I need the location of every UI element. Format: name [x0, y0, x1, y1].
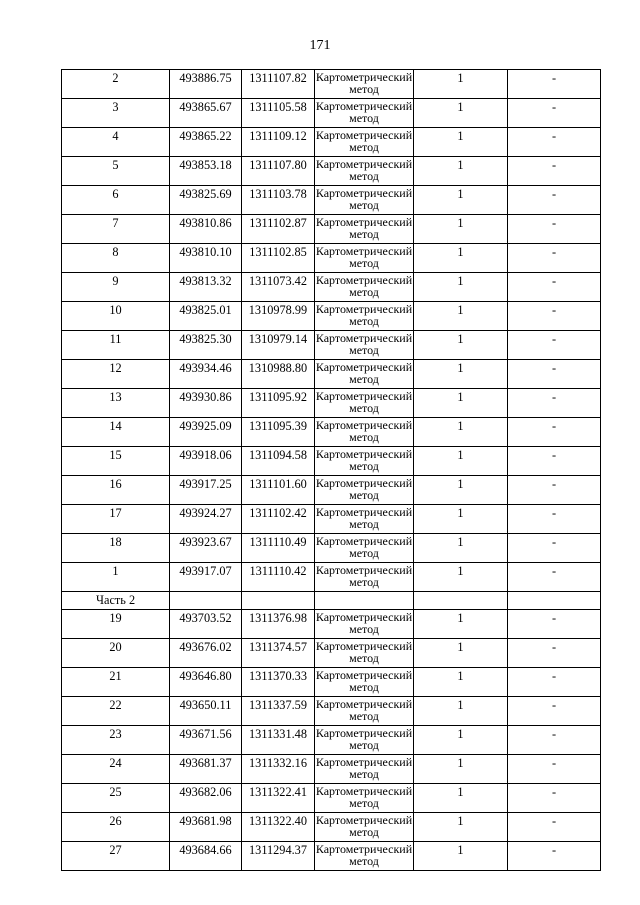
method-cell: Картометрический метод: [315, 186, 414, 215]
method-cell: Картометрический метод: [315, 726, 414, 755]
point-number-cell: 23: [62, 726, 170, 755]
point-number-cell: 21: [62, 668, 170, 697]
table-row: [62, 418, 601, 447]
empty-cell: [508, 592, 601, 610]
x-coordinate-cell: 493684.66: [170, 842, 242, 871]
method-cell: Картометрический метод: [315, 244, 414, 273]
method-cell: Картометрический метод: [315, 813, 414, 842]
description-cell: -: [508, 360, 601, 389]
table-row: [62, 755, 601, 784]
precision-cell: 1: [414, 668, 508, 697]
y-coordinate-cell: 1311073.42: [242, 273, 315, 302]
point-number-cell: 25: [62, 784, 170, 813]
method-cell: Картометрический метод: [315, 273, 414, 302]
table-row: [62, 697, 601, 726]
precision-cell: 1: [414, 186, 508, 215]
x-coordinate-cell: 493813.32: [170, 273, 242, 302]
method-cell: Картометрический метод: [315, 755, 414, 784]
description-cell: -: [508, 99, 601, 128]
description-cell: -: [508, 505, 601, 534]
empty-cell: [414, 592, 508, 610]
y-coordinate-cell: 1311110.42: [242, 563, 315, 592]
precision-cell: 1: [414, 302, 508, 331]
y-coordinate-cell: 1311101.60: [242, 476, 315, 505]
method-cell: Картометрический метод: [315, 784, 414, 813]
y-coordinate-cell: 1311322.40: [242, 813, 315, 842]
point-number-cell: 3: [62, 99, 170, 128]
empty-cell: [242, 592, 315, 610]
y-coordinate-cell: 1311374.57: [242, 639, 315, 668]
table-row: [62, 302, 601, 331]
coordinates-table: [61, 69, 601, 871]
y-coordinate-cell: 1311102.85: [242, 244, 315, 273]
x-coordinate-cell: 493671.56: [170, 726, 242, 755]
table-row: [62, 215, 601, 244]
description-cell: -: [508, 563, 601, 592]
point-number-cell: 26: [62, 813, 170, 842]
description-cell: -: [508, 639, 601, 668]
point-number-cell: 5: [62, 157, 170, 186]
precision-cell: 1: [414, 157, 508, 186]
precision-cell: 1: [414, 784, 508, 813]
precision-cell: 1: [414, 215, 508, 244]
table-row: [62, 128, 601, 157]
description-cell: -: [508, 476, 601, 505]
x-coordinate-cell: 493934.46: [170, 360, 242, 389]
precision-cell: 1: [414, 128, 508, 157]
precision-cell: 1: [414, 534, 508, 563]
precision-cell: 1: [414, 813, 508, 842]
precision-cell: 1: [414, 505, 508, 534]
description-cell: -: [508, 697, 601, 726]
y-coordinate-cell: 1311107.80: [242, 157, 315, 186]
description-cell: -: [508, 813, 601, 842]
point-number-cell: 6: [62, 186, 170, 215]
table-row: [62, 476, 601, 505]
description-cell: -: [508, 215, 601, 244]
point-number-cell: 27: [62, 842, 170, 871]
point-number-cell: 14: [62, 418, 170, 447]
method-cell: Картометрический метод: [315, 668, 414, 697]
y-coordinate-cell: 1311110.49: [242, 534, 315, 563]
precision-cell: 1: [414, 726, 508, 755]
y-coordinate-cell: 1311294.37: [242, 842, 315, 871]
description-cell: -: [508, 273, 601, 302]
y-coordinate-cell: 1311370.33: [242, 668, 315, 697]
y-coordinate-cell: 1311109.12: [242, 128, 315, 157]
x-coordinate-cell: 493825.30: [170, 331, 242, 360]
table-row: [62, 813, 601, 842]
description-cell: -: [508, 755, 601, 784]
precision-cell: 1: [414, 360, 508, 389]
precision-cell: 1: [414, 755, 508, 784]
x-coordinate-cell: 493917.25: [170, 476, 242, 505]
table-row: [62, 668, 601, 697]
table-row: [62, 784, 601, 813]
y-coordinate-cell: 1310988.80: [242, 360, 315, 389]
x-coordinate-cell: 493925.09: [170, 418, 242, 447]
method-cell: Картометрический метод: [315, 128, 414, 157]
precision-cell: 1: [414, 476, 508, 505]
method-cell: Картометрический метод: [315, 215, 414, 244]
point-number-cell: 22: [62, 697, 170, 726]
x-coordinate-cell: 493918.06: [170, 447, 242, 476]
method-cell: Картометрический метод: [315, 563, 414, 592]
method-cell: Картометрический метод: [315, 447, 414, 476]
point-number-cell: 10: [62, 302, 170, 331]
table-row: [62, 726, 601, 755]
point-number-cell: 19: [62, 610, 170, 639]
description-cell: -: [508, 418, 601, 447]
method-cell: Картометрический метод: [315, 331, 414, 360]
table-row: [62, 331, 601, 360]
precision-cell: 1: [414, 639, 508, 668]
precision-cell: 1: [414, 842, 508, 871]
description-cell: -: [508, 610, 601, 639]
table-row: [62, 70, 601, 99]
x-coordinate-cell: 493810.86: [170, 215, 242, 244]
description-cell: -: [508, 70, 601, 99]
method-cell: Картометрический метод: [315, 302, 414, 331]
description-cell: -: [508, 447, 601, 476]
point-number-cell: 13: [62, 389, 170, 418]
description-cell: -: [508, 389, 601, 418]
description-cell: -: [508, 842, 601, 871]
x-coordinate-cell: 493930.86: [170, 389, 242, 418]
x-coordinate-cell: 493681.98: [170, 813, 242, 842]
method-cell: Картометрический метод: [315, 534, 414, 563]
y-coordinate-cell: 1311094.58: [242, 447, 315, 476]
description-cell: -: [508, 186, 601, 215]
y-coordinate-cell: 1311107.82: [242, 70, 315, 99]
precision-cell: 1: [414, 563, 508, 592]
description-cell: -: [508, 128, 601, 157]
empty-cell: [315, 592, 414, 610]
method-cell: Картометрический метод: [315, 476, 414, 505]
y-coordinate-cell: 1311322.41: [242, 784, 315, 813]
method-cell: Картометрический метод: [315, 70, 414, 99]
table-row: [62, 360, 601, 389]
table-row: [62, 244, 601, 273]
x-coordinate-cell: 493825.01: [170, 302, 242, 331]
y-coordinate-cell: 1311376.98: [242, 610, 315, 639]
precision-cell: 1: [414, 331, 508, 360]
description-cell: -: [508, 534, 601, 563]
method-cell: Картометрический метод: [315, 418, 414, 447]
x-coordinate-cell: 493676.02: [170, 639, 242, 668]
point-number-cell: 12: [62, 360, 170, 389]
x-coordinate-cell: 493703.52: [170, 610, 242, 639]
description-cell: -: [508, 157, 601, 186]
section-row: [62, 592, 601, 610]
coordinates-table-body: [62, 70, 601, 871]
table-row: [62, 447, 601, 476]
method-cell: Картометрический метод: [315, 639, 414, 668]
point-number-cell: 20: [62, 639, 170, 668]
table-row: [62, 157, 601, 186]
x-coordinate-cell: 493682.06: [170, 784, 242, 813]
method-cell: Картометрический метод: [315, 99, 414, 128]
table-row: [62, 563, 601, 592]
precision-cell: 1: [414, 610, 508, 639]
point-number-cell: 17: [62, 505, 170, 534]
description-cell: -: [508, 302, 601, 331]
y-coordinate-cell: 1311105.58: [242, 99, 315, 128]
point-number-cell: 2: [62, 70, 170, 99]
y-coordinate-cell: 1311332.16: [242, 755, 315, 784]
x-coordinate-cell: 493650.11: [170, 697, 242, 726]
description-cell: -: [508, 726, 601, 755]
method-cell: Картометрический метод: [315, 842, 414, 871]
table-row: [62, 99, 601, 128]
method-cell: Картометрический метод: [315, 360, 414, 389]
method-cell: Картометрический метод: [315, 389, 414, 418]
y-coordinate-cell: 1311331.48: [242, 726, 315, 755]
point-number-cell: 9: [62, 273, 170, 302]
description-cell: -: [508, 784, 601, 813]
point-number-cell: 11: [62, 331, 170, 360]
precision-cell: 1: [414, 70, 508, 99]
x-coordinate-cell: 493646.80: [170, 668, 242, 697]
description-cell: -: [508, 668, 601, 697]
x-coordinate-cell: 493923.67: [170, 534, 242, 563]
precision-cell: 1: [414, 389, 508, 418]
description-cell: -: [508, 331, 601, 360]
table-row: [62, 842, 601, 871]
table-row: [62, 534, 601, 563]
precision-cell: 1: [414, 244, 508, 273]
point-number-cell: 15: [62, 447, 170, 476]
x-coordinate-cell: 493810.10: [170, 244, 242, 273]
precision-cell: 1: [414, 99, 508, 128]
x-coordinate-cell: 493865.67: [170, 99, 242, 128]
precision-cell: 1: [414, 447, 508, 476]
precision-cell: 1: [414, 418, 508, 447]
precision-cell: 1: [414, 697, 508, 726]
y-coordinate-cell: 1311102.42: [242, 505, 315, 534]
method-cell: Картометрический метод: [315, 157, 414, 186]
method-cell: Картометрический метод: [315, 505, 414, 534]
y-coordinate-cell: 1310979.14: [242, 331, 315, 360]
x-coordinate-cell: 493825.69: [170, 186, 242, 215]
point-number-cell: 16: [62, 476, 170, 505]
point-number-cell: 7: [62, 215, 170, 244]
table-row: [62, 505, 601, 534]
table-row: [62, 273, 601, 302]
y-coordinate-cell: 1311103.78: [242, 186, 315, 215]
y-coordinate-cell: 1311337.59: [242, 697, 315, 726]
table-row: [62, 186, 601, 215]
y-coordinate-cell: 1311095.39: [242, 418, 315, 447]
point-number-cell: 4: [62, 128, 170, 157]
x-coordinate-cell: 493917.07: [170, 563, 242, 592]
y-coordinate-cell: 1311102.87: [242, 215, 315, 244]
method-cell: Картометрический метод: [315, 697, 414, 726]
x-coordinate-cell: 493865.22: [170, 128, 242, 157]
point-number-cell: 24: [62, 755, 170, 784]
page-number: 171: [309, 38, 331, 53]
point-number-cell: 8: [62, 244, 170, 273]
table-row: [62, 639, 601, 668]
precision-cell: 1: [414, 273, 508, 302]
y-coordinate-cell: 1310978.99: [242, 302, 315, 331]
table-row: [62, 389, 601, 418]
x-coordinate-cell: 493924.27: [170, 505, 242, 534]
point-number-cell: 18: [62, 534, 170, 563]
x-coordinate-cell: 493886.75: [170, 70, 242, 99]
description-cell: -: [508, 244, 601, 273]
section-label-cell: Часть 2: [62, 592, 170, 610]
table-row: [62, 610, 601, 639]
y-coordinate-cell: 1311095.92: [242, 389, 315, 418]
empty-cell: [170, 592, 242, 610]
method-cell: Картометрический метод: [315, 610, 414, 639]
x-coordinate-cell: 493681.37: [170, 755, 242, 784]
point-number-cell: 1: [62, 563, 170, 592]
x-coordinate-cell: 493853.18: [170, 157, 242, 186]
